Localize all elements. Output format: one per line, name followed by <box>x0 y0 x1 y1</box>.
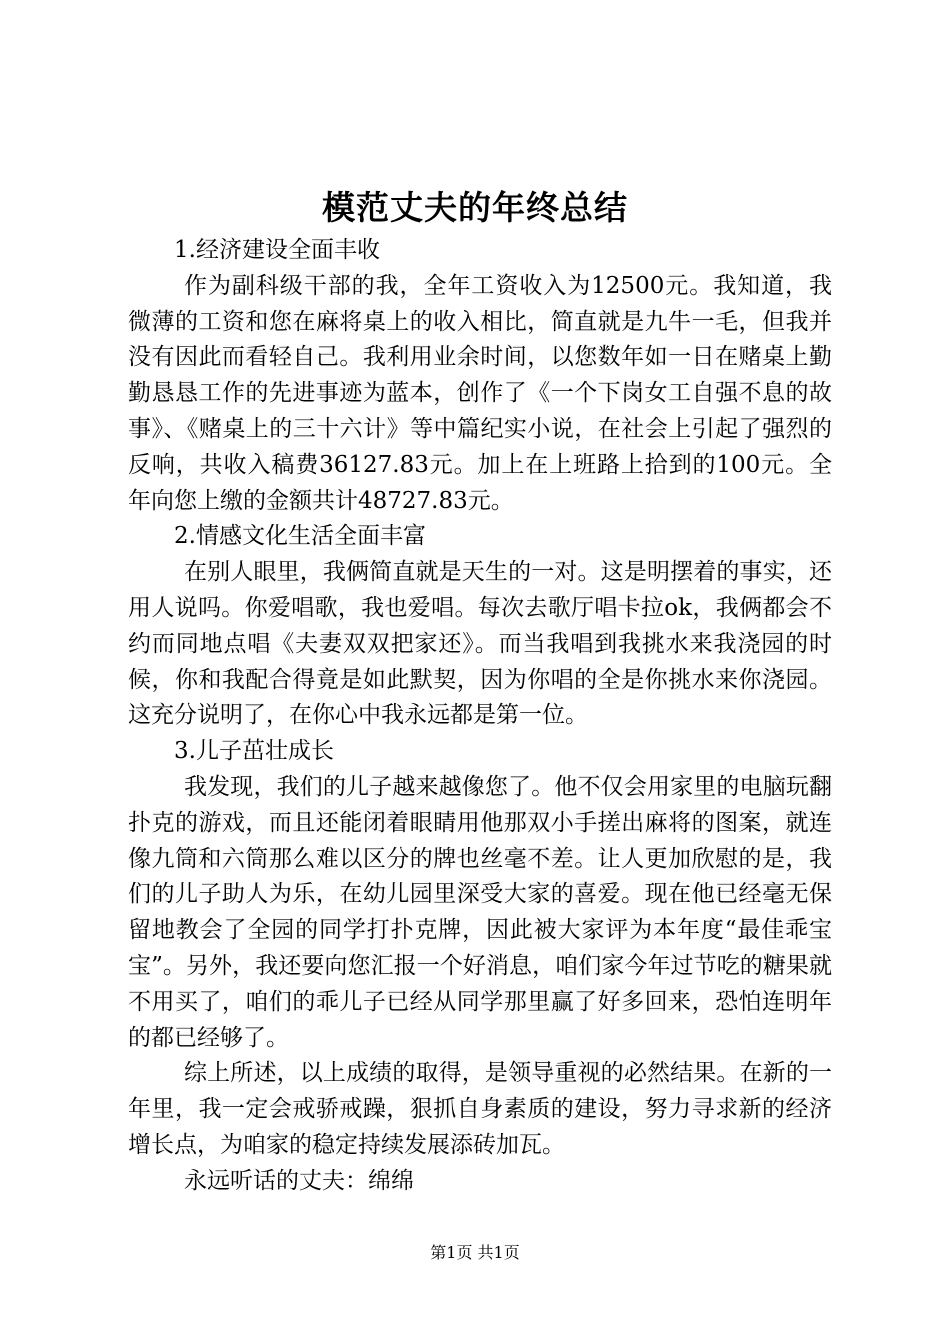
section-heading-son: 3.儿子茁壮成长 <box>174 738 334 765</box>
section-heading-emotion-culture: 2.情感文化生活全面丰富 <box>174 523 426 550</box>
section-paragraph-emotion-culture: 在别人眼里，我俩简直就是天生的一对。这是明摆着的事实，还用人说吗。你爱唱歌，我也爱唱。每次去歌厅唱卡拉ok，我俩都会不约而同地点唱《夫妻双双把家还》。而当我唱到我挑水来我浇园的时候，你和我配合得竟是如此默契，因为你唱的全是你挑水来你浇园。这充分说明了，在你心中我永远都是第一位。 <box>128 559 832 729</box>
document-body <box>128 233 832 1200</box>
signature: 永远听话的丈夫：绵绵 <box>184 1167 414 1194</box>
section-heading-economy: 1.经济建设全面丰收 <box>174 237 380 263</box>
conclusion-paragraph: 综上所述，以上成绩的取得，是领导重视的必然结果。在新的一年里，我一定会戒骄戒躁，狠抓自身素质的建设，努力寻求新的经济增长点，为咱家的稳定持续发展添砖加瓦。 <box>128 1060 832 1158</box>
section-paragraph-economy: 作为副科级干部的我，全年工资收入为12500元。我知道，我微薄的工资和您在麻将桌上的收入相比，简直就是九牛一毛，但我并没有因此而看轻自己。我利用业余时间，以您数年如一日在赌桌上勤勤恳恳工作的先进事迹为蓝本，创作了《一个下岗女工自强不息的故事》、《赌桌上的三十六计》等中篇纪实小说，在社会上引起了强烈的反响，共收入稿费36127.83元。加上在上班路上拾到的100元。全年向您上缴的金额共计48727.83元。 <box>128 272 832 514</box>
section-paragraph-son: 我发现，我们的儿子越来越像您了。他不仅会用家里的电脑玩翻扑克的游戏，而且还能闭着眼睛用他那双小手搓出麻将的图案，就连像九筒和六筒那么难以区分的牌也丝毫不差。让人更加欣慰的是，我们的儿子助人为乐，在幼儿园里深受大家的喜爱。现在他已经毫无保留地教会了全园的同学打扑克牌，因此被大家评为本年度“最佳乖宝宝”。另外，我还要向您汇报一个好消息，咱们家今年过节吃的糖果就不用买了，咱们的乖儿子已经从同学那里赢了好多回来，恐怕连明年的都已经够了。 <box>128 773 832 1051</box>
document-title: 模范丈夫的年终总结 <box>322 188 628 227</box>
page-number-footer: 第1页 共1页 <box>430 1243 520 1262</box>
